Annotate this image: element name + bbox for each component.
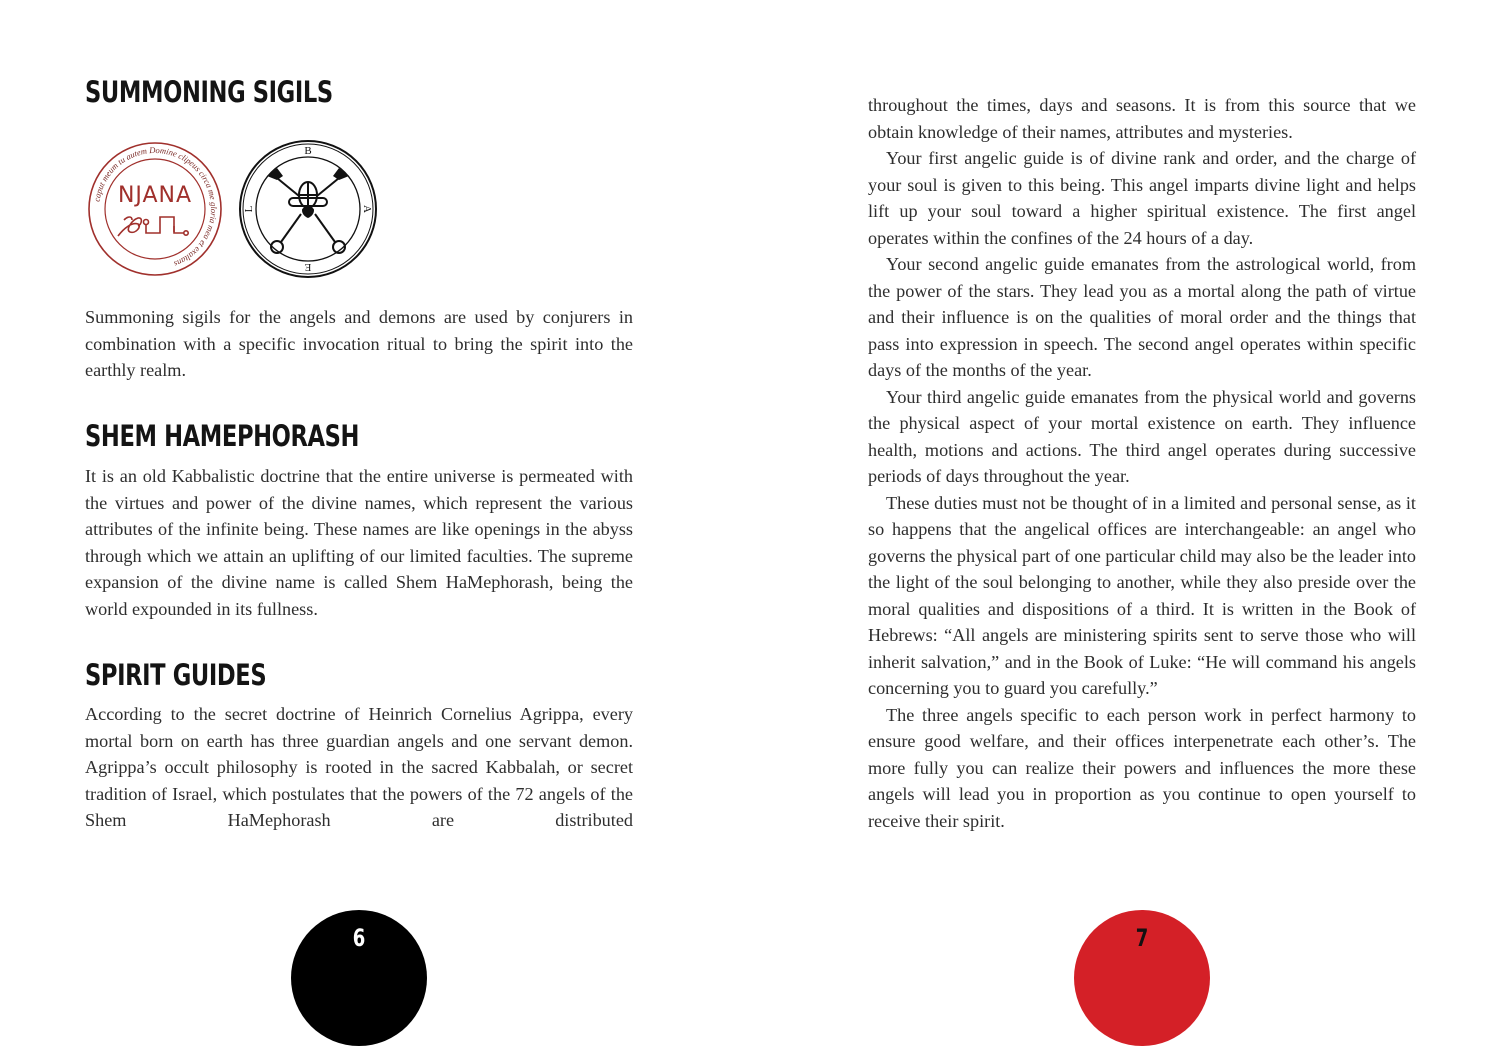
demonic-seal-image xyxy=(237,138,379,280)
page-number-right: 7 xyxy=(1135,924,1149,952)
paragraph-second-guide: Your second angelic guide emanates from the astrological world, from the power of the stars. They lead you as a mortal along the path of virtue and their influence is on the qualities of moral order and the things that pass into expression in speech. The second angel operates within specific days of the months of the year. xyxy=(868,254,1416,380)
seal-letter-l: L xyxy=(243,205,255,213)
heading-shem-hamephorash: SHEM HAMEPHORASH xyxy=(85,419,360,453)
paragraph-first-guide: Your first angelic guide is of divine rank and order, and the charge of your soul is given to this being. This angel imparts divine light and helps lift up your soul toward a higher spiritual existence. The first angel operates within the confines of the 24 hours of a day. xyxy=(868,148,1416,248)
left-page xyxy=(0,0,750,979)
paragraph-duties: These duties must not be thought of in a limited and personal sense, as it so happens that the angelical offices are interchangeable: an angel who governs the physical part of one particular child may also be the leader into the light of the soul belonging to another, while they also preside over the moral qualities and dispositions of a third. It is written in the Book of Hebrews: “All angels are ministering spirits sent to serve those who will inherit salvation,” and in the Book of Luke: “He will command his angels concerning you to guard you carefully.” xyxy=(868,492,1416,698)
page-number-badge-left xyxy=(291,910,427,1046)
paragraph-spirit-guides: According to the secret doctrine of Heinrich Cornelius Agrippa, every mortal born on earth has three guardian angels and one servant demon. Agrippa’s occult philosophy is rooted in the sacred Kabbalah, or secret tradition of Israel, which postulates that the powers of the 72 angels of the Shem HaMephorash are distributed xyxy=(85,704,633,830)
angelic-seal-image xyxy=(86,140,224,278)
right-page-body xyxy=(868,92,1416,834)
heading-spirit-guides: SPIRIT GUIDES xyxy=(85,658,267,692)
heading-summoning-sigils: SUMMONING SIGILS xyxy=(85,75,333,109)
paragraph-shem-hamephorash: It is an old Kabbalistic doctrine that the entire universe is permeated with the virtues and power of the divine names, which represent the various attributes of the infinite being. These names are like openings in the abyss through which we attain an uplifting of our limited faculties. The supreme expansion of the divine name is called Shem HaMephorash, being the world expounded in its fullness. xyxy=(85,466,633,619)
seal-center-glyphs: NJANA xyxy=(117,183,193,208)
page-number-badge-right xyxy=(1074,910,1210,1046)
seal-lower-glyphs xyxy=(118,217,188,236)
seal-letter-b: B xyxy=(304,145,312,157)
right-page xyxy=(750,0,1500,979)
sigil-illustrations xyxy=(86,138,378,280)
page-number-left: 6 xyxy=(352,924,366,952)
paragraph-continuation: throughout the times, days and seasons. It is from this source that we obtain knowledge of their names, attributes and mysteries. xyxy=(868,95,1416,142)
paragraph-harmony: The three angels specific to each person work in perfect harmony to ensure good welfare, and their offices interpenetrate each other’s. The more fully you can realize their powers and influences the more these angels will lead you in proportion as you continue to open yourself to receive their spirit. xyxy=(868,704,1416,831)
paragraph-third-guide: Your third angelic guide emanates from the physical world and governs the physical aspect of your mortal existence on earth. They influence health, motions and actions. The third angel operates during successive periods of days throughout the year. xyxy=(868,386,1416,486)
seal-letter-a: A xyxy=(361,205,373,213)
seal-letter-e: E xyxy=(304,261,312,273)
seal-ring-text: caput meum tu autem Domine clipeus circa me gloria mea et exaltans xyxy=(91,144,220,270)
paragraph-summoning-sigils: Summoning sigils for the angels and demons are used by conjurers in combination with a specific invocation ritual to bring the spirit into the earthly realm. xyxy=(85,307,633,380)
